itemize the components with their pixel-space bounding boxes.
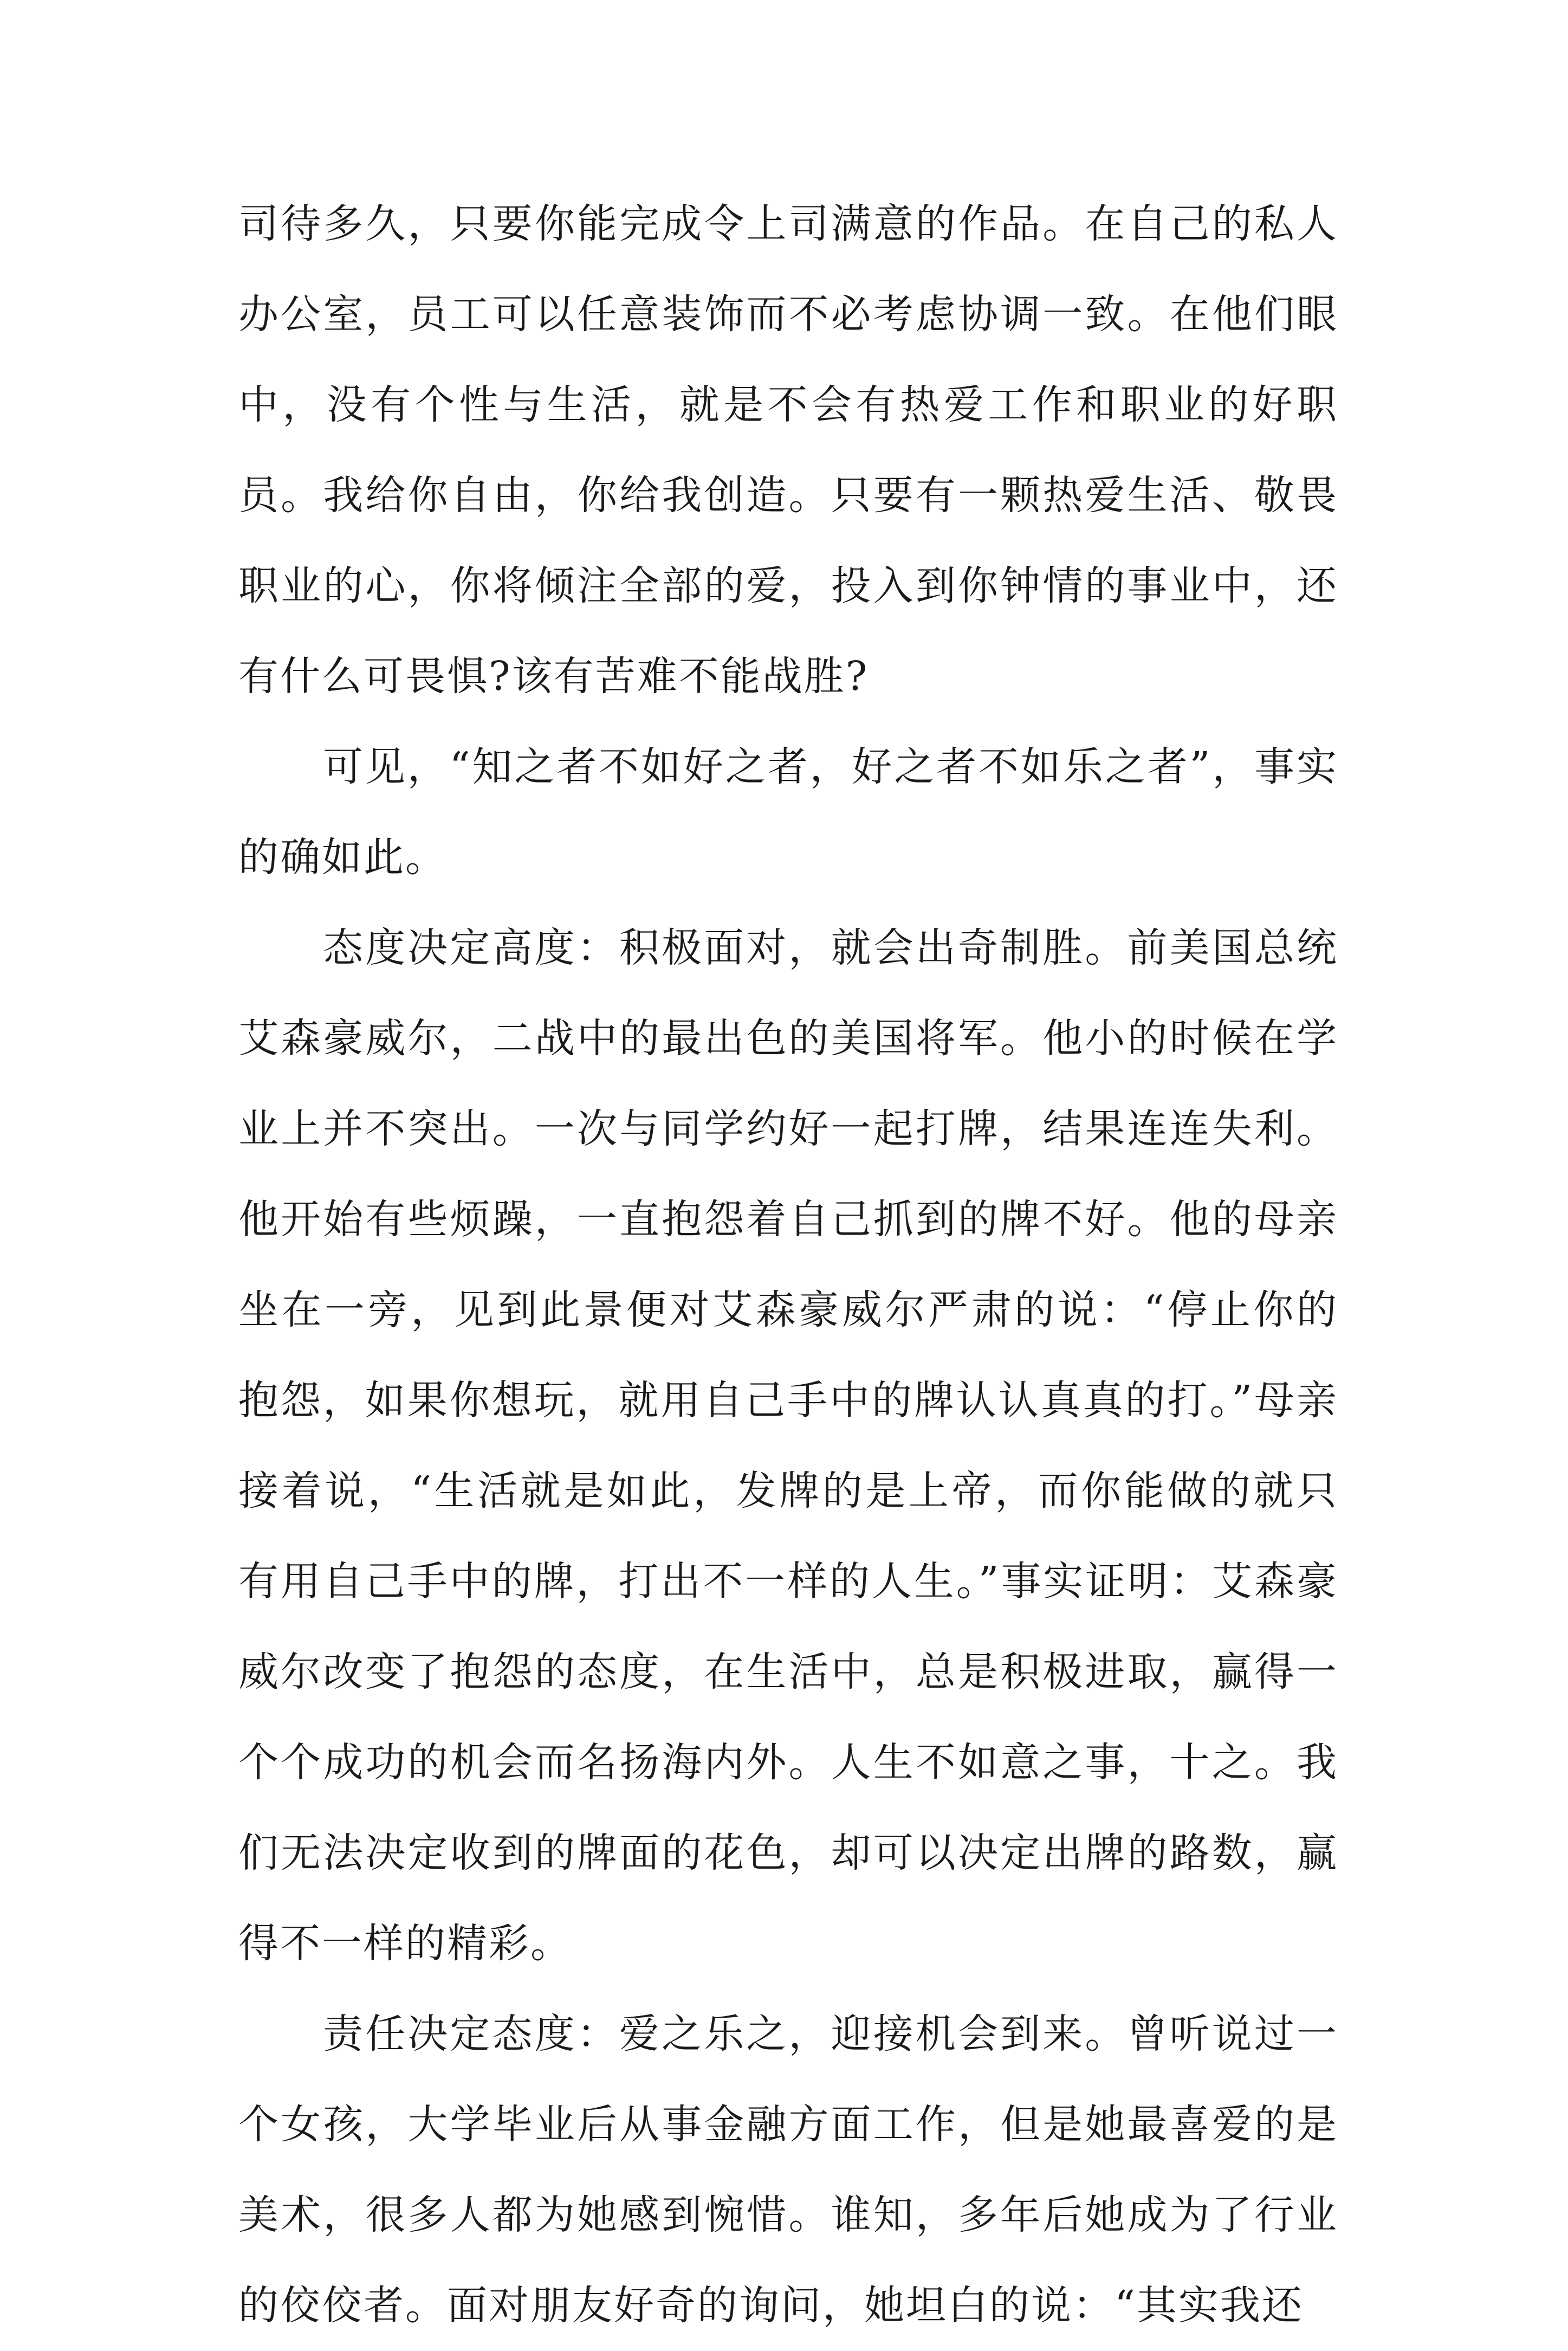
paragraph-1: 司待多久，只要你能完成令上司满意的作品。在自己的私人办公室，员工可以任意装饰而不必考虑协调一致。在他们眼中，没有个性与生活，就是不会有热爱工作和职业的好职员。我给你自由，你给我创造。只要有一颗热爱生活、敬畏职业的心，你将倾注全部的爱，投入到你钟情的事业中，还有什么可畏惧?该有苦难不能战胜? — [238, 201, 1338, 700]
document-body — [238, 179, 1338, 2351]
paragraph-4: 责任决定态度：爱之乐之，迎接机会到来。曾听说过一个女孩，大学毕业后从事金融方面工作，但是她最喜爱的是美术，很多人都为她感到惋惜。谁知，多年后她成为了行业的佼佼者。面对朋友好奇的询问，她坦白的说：“其实我还 — [238, 2011, 1338, 2329]
paragraph-3: 态度决定高度：积极面对，就会出奇制胜。前美国总统艾森豪威尔，二战中的最出色的美国将军。他小的时候在学业上并不突出。一次与同学约好一起打牌，结果连连失利。他开始有些烦躁，一直抱怨着自己抓到的牌不好。他的母亲坐在一旁，见到此景便对艾森豪威尔严肃的说：“停止你的抱怨，如果你想玩，就用自己手中的牌认认真真的打。”母亲接着说，“生活就是如此，发牌的是上帝，而你能做的就只有用自己手中的牌，打出不一样的人生。”事实证明：艾森豪威尔改变了抱怨的态度，在生活中，总是积极进取，赢得一个个成功的机会而名扬海内外。人生不如意之事，十之。我们无法决定收到的牌面的花色，却可以决定出牌的路数，赢得不一样的精彩。 — [238, 925, 1338, 1967]
paragraph-2: 可见，“知之者不如好之者，好之者不如乐之者”，事实的确如此。 — [238, 744, 1338, 881]
